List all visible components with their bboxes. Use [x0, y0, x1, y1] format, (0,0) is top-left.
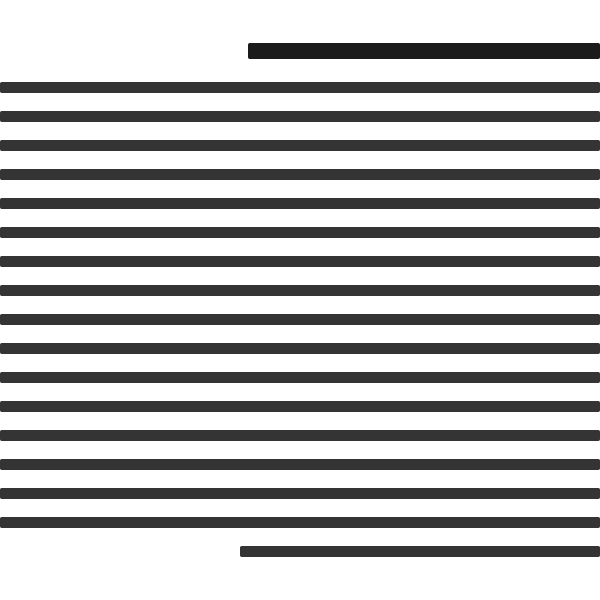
article-body-line [0, 517, 600, 528]
article-body-line [0, 198, 600, 209]
article-body-line [0, 459, 600, 470]
article-body-line [0, 314, 600, 325]
article-headline [248, 43, 600, 59]
article-body-line [0, 430, 600, 441]
article-body-line [0, 82, 600, 93]
article-body-line [0, 343, 600, 354]
article-body-line [0, 169, 600, 180]
article-body-line [0, 285, 600, 296]
article-body-line [0, 488, 600, 499]
article-body-line [0, 256, 600, 267]
article-body-line [0, 140, 600, 151]
article-body-line [0, 372, 600, 383]
article-body-line [0, 227, 600, 238]
article-body-line [0, 401, 600, 412]
article-body-line [240, 546, 600, 557]
article-body-line [0, 111, 600, 122]
